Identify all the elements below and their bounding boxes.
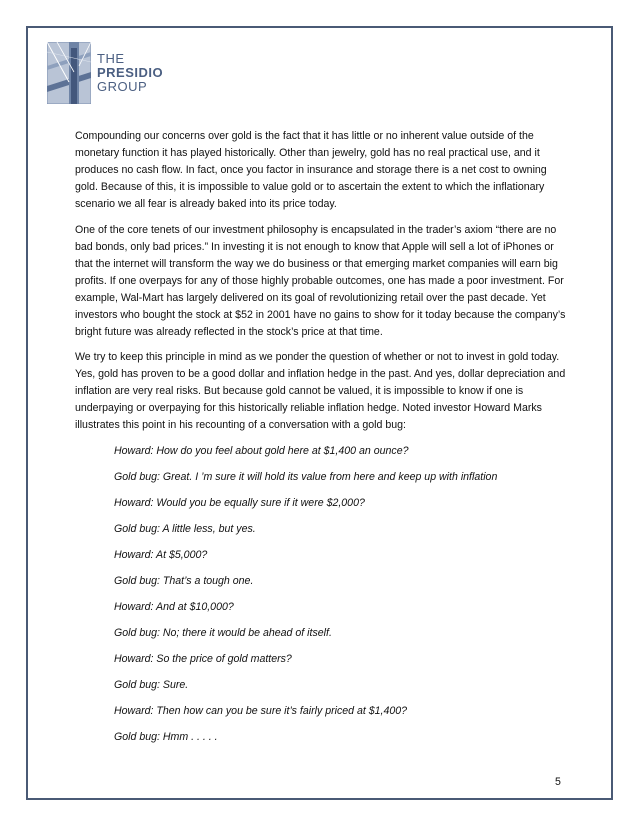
dialogue-line: Gold bug: A little less, but yes. xyxy=(114,522,256,535)
dialogue-line: Howard: At $5,000? xyxy=(114,548,208,561)
dialogue-line: Gold bug: Hmm . . . . . xyxy=(114,730,218,743)
logo-line-group: GROUP xyxy=(97,79,148,94)
paragraph: We try to keep this principle in mind as we ponder the question of whether or not to invest in gold today. Yes, gold has proven to be a good dollar and inflation hedge in the past. And yes, dollar depreciation and inflation are very real risks. But because gold cannot be valued, it is impossible to know if one is underpaying or overpaying for this historically reliable inflation hedge. Noted investor Howard Marks illustrates this point in his recounting of a conversation with a gold bug: xyxy=(75,351,566,431)
logo-line-presidio: PRESIDIO xyxy=(97,65,164,80)
dialogue-line: Howard: How do you feel about gold here at $1,400 an ounce? xyxy=(114,444,409,457)
dialogue-line: Howard: Would you be equally sure if it were $2,000? xyxy=(114,496,365,509)
paragraph: Compounding our concerns over gold is the fact that it has little or no inherent value outside of the monetary function it has played historically. Other than jewelry, gold has no real practical use, and it produces no cash flow. In fact, once you factor in insurance and storage there is a net cost to owning gold. Because of this, it is impossible to value gold or to ascertain the extent to which the inflationary scenario we all fear is already baked into its price today. xyxy=(75,130,547,210)
dialogue-block xyxy=(75,443,569,755)
bridge-logo-icon xyxy=(47,42,91,104)
dialogue-line: Howard: So the price of gold matters? xyxy=(114,652,292,665)
dialogue-line: Gold bug: That’s a tough one. xyxy=(114,574,254,587)
dialogue-line: Howard: Then how can you be sure it’s fairly priced at $1,400? xyxy=(114,704,408,717)
logo-wordmark xyxy=(97,52,163,94)
dialogue-line: Gold bug: No; there it would be ahead of itself. xyxy=(114,626,332,639)
paragraph: One of the core tenets of our investment philosophy is encapsulated in the trader’s axiom “there are no bad bonds, only bad prices.” In investing it is not enough to know that Apple will sell a lot of iPhones or that the internet will transform the way we do business or that emerging market companies will earn big profits. If one overpays for any of those highly probable outcomes, one has made a poor investment. For example, Wal-Mart has largely delivered on its goal of revolutionizing retail over the past decade. Yet investors who bought the stock at $52 in 2001 have no gains to show for it today because the company’s bright future was already reflected in the stock’s price at that time. xyxy=(75,223,566,338)
dialogue-line: Howard: And at $10,000? xyxy=(114,600,234,613)
page-number: 5 xyxy=(555,776,561,788)
body-text xyxy=(75,128,569,755)
logo-line-the: THE xyxy=(97,51,125,66)
presidio-group-logo xyxy=(47,42,177,106)
dialogue-line: Gold bug: Sure. xyxy=(114,678,189,691)
dialogue-line: Gold bug: Great. I ’m sure it will hold its value from here and keep up with inflation xyxy=(114,470,498,483)
